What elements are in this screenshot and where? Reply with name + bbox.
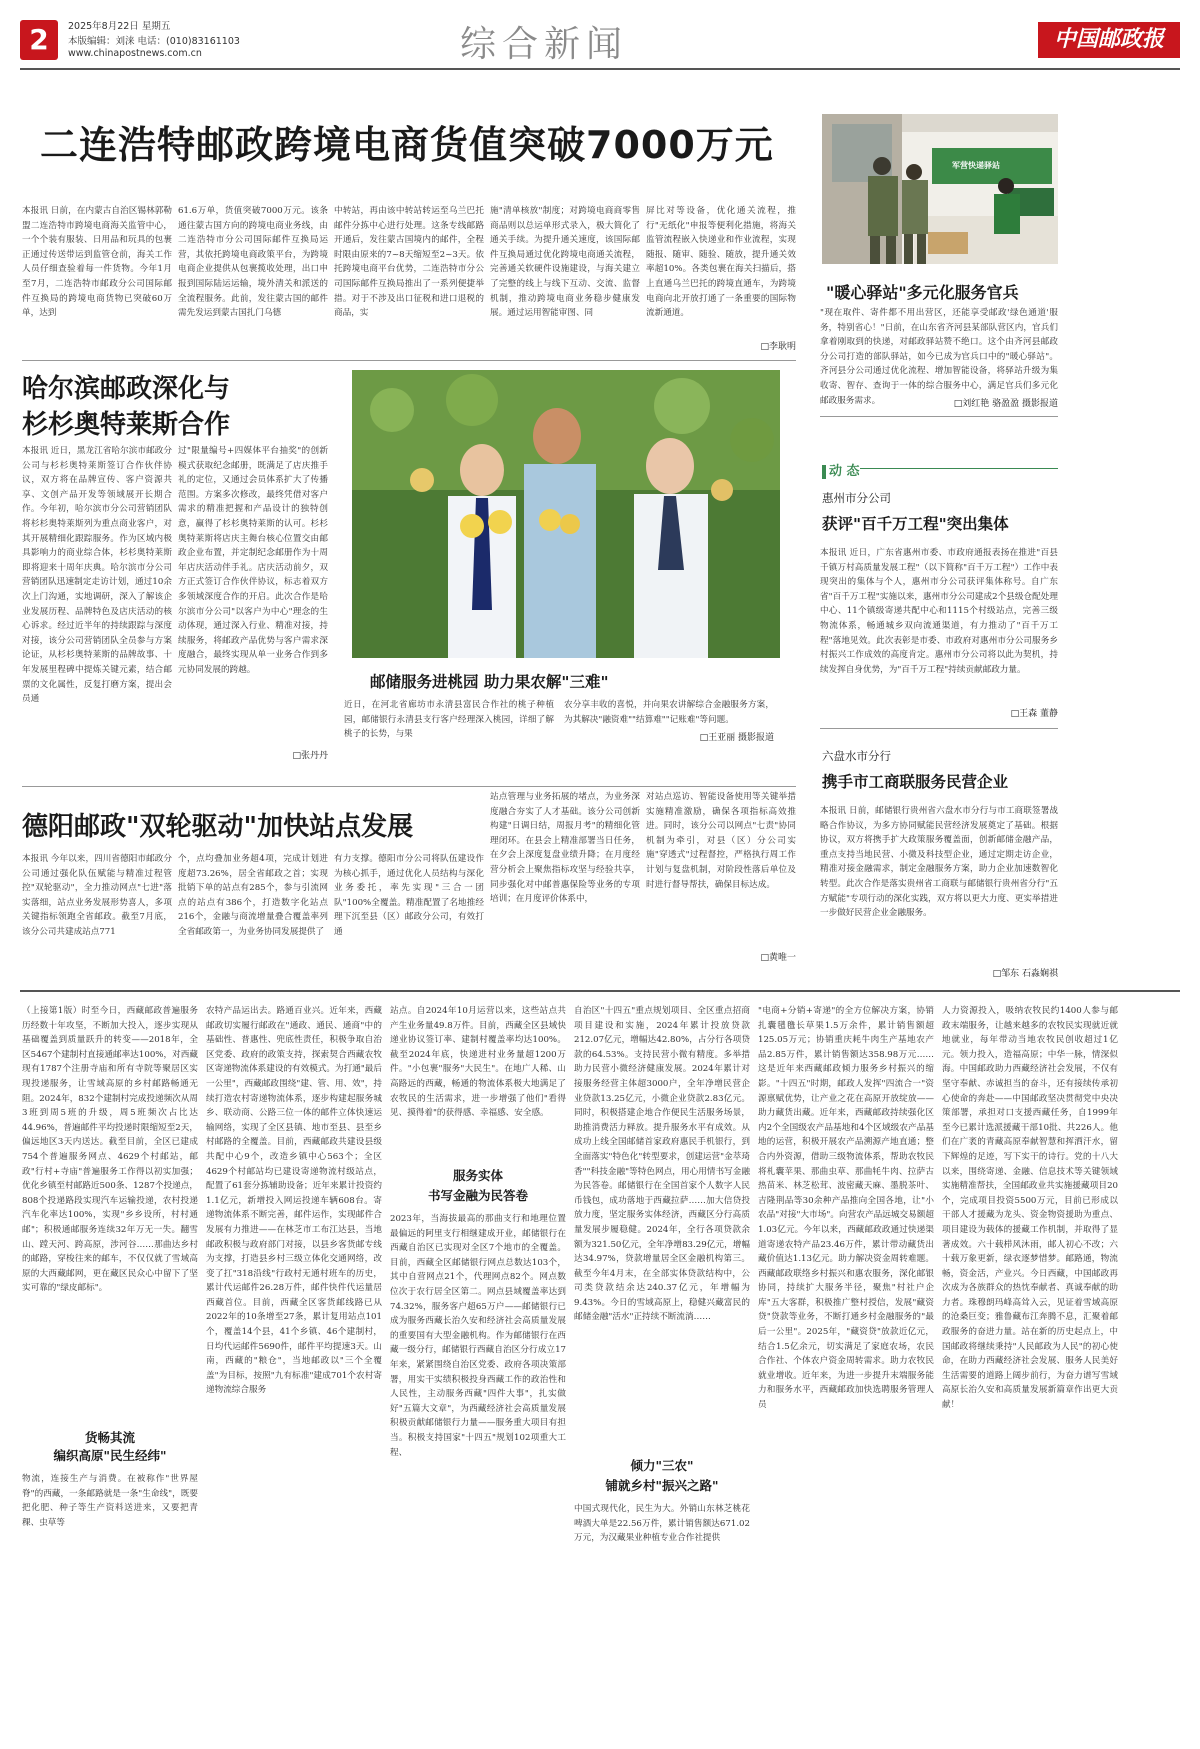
article1-title: 二连浩特邮政跨境电商货值突破7000万元 bbox=[40, 123, 774, 167]
article3-col1: 本报讯 今年以来，四川省德阳市邮政分公司通过强化队伍赋能与精准过程管控"双轮驱动"，全力推动网点"七进"落实落细，站点业务发展形势喜人，多项关键指标领跑全省邮政。截至7月底，该分公司共建成站点771 bbox=[22, 854, 172, 937]
article1-col3: 中转站，再由该中转站转运至乌兰巴托邮件分拣中心进行处理。这条专线邮路开通后，发往蒙古国境内的邮件，全程时限由原来的7~8天缩短至2~3天。依托跨境电商平台优势，二连浩特市分公司国际邮件互换局推出了一系列便捷举措。对于不涉及出口征税和进口退税的商品，实 bbox=[334, 206, 484, 319]
peach-col1: 近日，在河北省廊坊市永清县富民合作社的桃子种植园，邮储银行永清县支行客户经理深入桃园，详细了解桃子的长势，与果 bbox=[344, 700, 554, 740]
station-sign: 军营快递驿站 bbox=[952, 161, 1000, 170]
lower-col3-sub2: 书写金融为民答卷 bbox=[427, 1188, 528, 1203]
peach-col2: 农分享丰收的喜悦，并向果农讲解综合金融服务方案，为其解决"融资难""结算难""记账难"等问题。 bbox=[564, 700, 774, 725]
lower-col6: 人力资源投入，吸纳农牧民约1400人参与邮政末端服务，让越来越多的农牧民实现就近就地就业，每年带动当地农牧民创收超过1亿元。领力投入，造福高原；中华一脉，情深似海。中国邮政助力西藏经济社会发展，不仅有坚守奉献、赤诚担当的奋斗，还有接续传承初心使命的奔赴——中国邮政坚决贯彻党中央决策部署，承担对口支援西藏任务，自1999年至今已累计选派援藏干部10批、共226人。他们在广袤的青藏高原奉献智慧和挥洒汗水，留下辉煌的足迹，写下实干的诗行。党的十八大以来，围绕寄递、金融、信息技术等关键领域实施精准帮扶，全国邮政业共实施援藏项目20个，完成项目投资5500万元，目前已形成以干部人才援藏为龙头、资金物资援助为重点、项目建设为载体的援藏工作机制，并取得了显著成效。六十载栉风沐雨，邮人初心不改；六十载万象更新，绿衣逐梦惜梦。邮路通，物流畅，资金活，产业兴。今日西藏，中国邮政再次成为各族群众的热忱奉献者、真诚奉献的助力者。珠穆朗玛峰高耸入云，见证着雪域高原的沧桑巨变；雅鲁藏布江奔腾不息，汇聚着邮政服务的奋进力量。站在新的历史起点上，中国邮政将继续秉持"人民邮政为人民"的初心使命，在助力西藏经济社会发展、服务人民美好生活需要的道路上阔步前行，为奋力谱写雪域高原长治久安和高质量发展新篇章作出更大贡献！ bbox=[942, 1006, 1118, 1411]
article1-byline: □李耿明 bbox=[760, 342, 796, 352]
section-title: 综合新闻 bbox=[460, 24, 629, 65]
military-station-photo bbox=[822, 114, 1058, 264]
lower-col4b: 中国式现代化，民生为大。外销山东林芝桃花啤酒大单是22.56万件，累计销售额达671.02万元，为汉藏果业种植专业合作社提供 bbox=[574, 1504, 750, 1544]
lower-col1-sub2: 编织高原"民生经纬" bbox=[53, 1448, 167, 1463]
dynamic-a1-title: 获评"百千万工程"突出集体 bbox=[822, 515, 1009, 533]
article1-col2: 61.6万单，货值突破7000万元。该条通往蒙古国方向的跨境电商业务线，由二连浩特市分公司国际邮件互换局运营，其依托跨境电商政策平台，为跨境电商企业提供从包裹揽收处理，出口申报到国际陆运运输，境外清关和派送的全流程服务。此前，发往蒙古国的邮件需先发运到蒙古国扎门乌德 bbox=[178, 206, 328, 319]
article3-col5: 对站点巡访、智能设备使用等关键举措实施精准激励，确保各项指标高效推进。同时，该分公司以网点"七责"协同机制为牵引，对县（区）分公司实施"穿透式"过程督控，严格执行周工作计划与复盘机制，对阶段性落后单位及时进行督导帮扶，确保目标达成。 bbox=[646, 792, 796, 890]
article3-col3: 有力支撑。德阳市分公司将队伍建设作为核心抓手，通过优化人员结构与深化业务委托，率先实现"三合一团队"100%全覆盖。精准配置了名地推经理下沉至县（区）邮政分公司，有效打通 bbox=[334, 854, 484, 937]
website: www.chinapostnews.com.cn bbox=[68, 48, 202, 59]
article2-col2: 过"限量编号+四媒体平台抽奖"的创新模式获取纪念邮册，既满足了店庆推手礼的定位，又通过会员体系扩大了传播范围。方案多次修改，最终凭借对客户需求的精准把握和产品设计的独特创意，赢得了杉杉奥特莱斯的认可。杉杉奥特莱斯将店庆主舞台核心位置交由邮政企业布置，并定制纪念邮册作为十周年店庆活动伴手礼。店庆活动前夕，双方正式签订合作伙伴协议，标志着双方多领域深度合作的开启。此次合作是哈尔滨市分公司"以客户为中心"理念的生动体现，通过深入行业、精准对接，持续服务，将邮政产品优势与客户需求深度融合，最终实现从单一业务合作到多元协同发展的跨越。 bbox=[178, 446, 328, 675]
dynamic-a2-text: 本报讯 日前，邮储银行贵州省六盘水市分行与市工商联签署战略合作协议，为多方协同赋能民营经济发展奠定了基础。根据协议，双方将携手扩大政策服务覆盖面，创新邮储金融产品，重点支持当地民营、小微及科技型企业，通过定期走访企业，精准对接金融需求，制定金融服务方案，助力企业加速数智化转型。此次合作是落实贵州省工商联与邮储银行贵州省分行"五方赋能"专项行动的深化实践，双方将以更大力度、更实举措进一步做好民营企业金融服务。 bbox=[820, 806, 1058, 919]
lower-col3b: 2023年，当海拔最高的那曲支行和地理位置最偏远的阿里支行相继建成开业，邮储银行在西藏自治区已实现对全区7个地市的全覆盖。目前，西藏全区邮储银行网点总数达103个，其中自营网点21个，代理网点82个。网点数位次于农行居全区第二。网点县域覆盖率达到74.32%，服务客户超65万户——邮储银行已成为服务西藏长治久安和经济社会高质量发展的重要国有大型金融机构。作为邮储银行在西藏一级分行，邮储银行西藏自治区分行成立17年来，紧紧围绕自治区党委、政府各项决策部署，用实干实绩积极投身西藏工作的政治性和人民性，主动服务西藏"四件大事"，扎实做好"五篇大文章"，为西藏经济社会高质量发展积极贡献邮储银行力量——服务重大项目有担当。积极支持国家"十四五"规划102项重大工程、 bbox=[390, 1214, 566, 1458]
article3-col4: 站点管理与业务拓展的堵点，为业务深度融合夯实了人才基础。该分公司创新构建"日调日结，周报月考"的精细化管理闭环。在县会上精准部署当日任务，在夕会上深度复盘业绩升降；在月度经营分析会上聚焦指标攻坚与经验共享，同步强化对中邮普惠保险等业务的专项培训；在月度评价体系中， bbox=[490, 792, 640, 905]
peach-title: 邮储服务进桃园 助力果农解"三难" bbox=[370, 673, 609, 691]
peach-orchard-photo bbox=[352, 370, 780, 658]
peach-byline: □王亚丽 摄影报道 bbox=[699, 733, 774, 743]
dynamic-section-label bbox=[822, 460, 860, 479]
issue-date: 2025年8月22日 星期五 bbox=[68, 21, 171, 32]
newspaper-logo: 中国邮政报 bbox=[1038, 22, 1180, 58]
dynamic-a2-byline: □邹东 石淼娴祺 bbox=[992, 969, 1058, 979]
right-top-text: "现在取件、寄件都不用出营区，还能享受邮政'绿色通道'服务，特别省心！"日前，在山东省齐河县某部队营区内，官兵们拿着刚取到的快递，对邮政驿站赞不绝口。这个由齐河县邮政分公司打造的部队驿站，如今已成为官兵口中的"暖心驿站"。齐河县分公司通过优化流程、增加智能设备，将驿站升级为集收寄、智存、查询于一体的综合服务中心，满足官兵们多元化邮政服务需求。 bbox=[820, 308, 1058, 406]
divider bbox=[820, 728, 1058, 729]
lower-col4-sub1: 倾力"三农" bbox=[630, 1458, 694, 1473]
lower-col1b: 物流，连接生产与消费。在被称作"世界屋脊"的西藏，一条邮路就是一条"生命线"，既要把化肥、种子等生产资料送进来，又要把青稞、虫草等 bbox=[22, 1474, 198, 1528]
article2-col1: 本报讯 近日，黑龙江省哈尔滨市邮政分公司与杉杉奥特莱斯签订合作伙伴协议，双方将在品牌宣传、客户资源共享、文创产品开发等领域展开长期合作。今年初，哈尔滨市分公司营销团队将杉杉奥特莱斯列为重点商业客户，对其开展精细化跟踪服务。作为区域内极具影响力的商业综合体，杉杉奥特莱斯即将迎来十周年庆典。哈尔滨市分公司营销团队迅速制定走访计划，通过10余次上门沟通，实地调研，深入了解该企业发展历程、品牌特色及店庆活动的核心诉求。经过近半年的持续跟踪与深度对接，该分公司营销团队全员参与方案论证，从杉杉奥特莱斯的品牌故事、十年发展里程碑中提炼关键元素，结合邮票的文化属性，反复打磨方案，提出会员通 bbox=[22, 446, 172, 705]
lower-col1: （上接第1版）时至今日，西藏邮政普遍服务历经数十年攻坚，不断加大投入，逐步实现从基础覆盖到质量跃升的转变——2018年，全区5467个建制村直接通邮率达100%，对西藏现有1787个注册寺庙和所有寺院等聚居区实现投递服务，让雪域高原的乡村邮路畅通无阻。2024年，832个建制村完成投递频次从周3班到周5班的升级，周5班频次占比达44.96%，普遍邮件平均投递时限缩短至2天，偏远地区3天内送达。截至目前，全区已建成754个普遍服务网点、4629个村邮站，邮政"行村+寺庙"普遍服务工作得以初实加强；优化乡镇至村邮路近500条、1287个投递点，808个投递路段实现汽车运输投递，农村投递汽车化率达100%，实现"乡乡设所，村村通邮"；积极通邮服务连续32年万无一失。翻雪山、蹚天河、跨高原，涉河谷……那曲达乡村的邮路，穿梭往来的邮车，不仅仅就了雪域高原的大西藏邮网，更在藏区民众心中留下了坚实可靠的"绿皮邮标"。 bbox=[22, 1006, 198, 1294]
dynamic-a2-title: 携手市工商联服务民营企业 bbox=[822, 773, 1009, 791]
orchard-photo-illustration bbox=[352, 370, 780, 658]
article2-title-line1: 哈尔滨邮政深化与 bbox=[22, 374, 231, 404]
article3-title: 德阳邮政"双轮驱动"加快站点发展 bbox=[22, 812, 414, 842]
masthead bbox=[20, 14, 1180, 66]
article1-col4: 施"清单核放"制度；对跨境电商商零售商品则以总运单形式录入，极大简化了通关手续。为提升通关速度，该国际邮件互换局通过优化跨境电商通关流程，完善通关软硬件设施建设，与海关建立了完整的线上与线下互动、交流、监督机制，推动跨境电商业务稳步健康发展。通过运用智能审图、同 bbox=[490, 206, 640, 319]
lower-col1-sub1: 货畅其流 bbox=[84, 1430, 135, 1445]
lower-col4-sub2: 铺就乡村"振兴之路" bbox=[605, 1478, 719, 1493]
dynamic-a1-kicker: 惠州市分公司 bbox=[822, 491, 891, 505]
right-top-byline: □刘红艳 骆盈盈 摄影报道 bbox=[953, 399, 1058, 409]
divider bbox=[820, 416, 1058, 417]
dynamic-a1-text: 本报讯 近日，广东省惠州市委、市政府通报表扬在推进"百县千镇万村高质量发展工程"（以下简称"百千万工程"）工作中表现突出的集体与个人，惠州市分公司获评集体称号。自广东省"百千万工程"实施以来，惠州市分公司建成2个县级仓配处理中心、11个镇级寄递共配中心和1115个村级站点，完善三级物流体系，畅通城乡双向流通渠道，有力推动了"百千万工程"落地见效。此次表彰是市委、市政府对惠州市分公司服务乡村振兴工作成效的高度肯定。惠州市分公司将以此为契机，持续发挥自身优势，为"百千万工程"持续贡献邮政力量。 bbox=[820, 548, 1058, 675]
article2-byline: □张丹丹 bbox=[292, 751, 328, 761]
article3-col2: 个，点均叠加业务超4项，完成计划进度超73.26%，居全省邮政之首；实现批销下单的站点有285个，参与引流网点的站点有386个，打造数字化站点216个，金融与商流增量叠合覆盖率列全省邮政第一，为业务协同发展提供了 bbox=[178, 854, 328, 937]
divider bbox=[22, 786, 796, 787]
section-marker bbox=[822, 465, 826, 479]
lower-col3-sub1: 服务实体 bbox=[452, 1168, 503, 1183]
dynamic-a1-byline: □王森 董静 bbox=[1010, 709, 1058, 719]
lower-col2: 农特产品运出去。路通百业兴。近年来，西藏邮政切实履行邮政在"通政、通民、通商"中的基础性、普惠性、兜底性责任，积极争取自治区党委、政府的政策支持，探索契合西藏农牧区寄递物流体系建设的有效模式。为打通"最后一公里"，西藏邮政围绕"建、管、用、效"，持续打造农村寄递物流体系，逐步构建起服务城乡、联动商、公路三位一体的邮件立体快速运输网络，实现了全区县镇、地市至县、县至乡村邮路的全覆盖。目前，西藏邮政共建设县级共配中心9个，改造乡镇中心563个；全区4629个村邮站均已建设寄递物流村级站点，配置了61套分拣辅助设备；近年来累计投资约1.1亿元，新增投入网运投递车辆608台。寄递物流体系不断完善，邮件运作，实现邮件合发展有力推进——在林芝市工布江达县，当地邮政积极与政府部门对接，以县乡客货邮专线为支撑，打造县乡村三级立体化交通网络，改变了扛"318沿线"行政村无通村班车的历史，累计代运邮件26.28万件，邮件快件代运量居西藏首位。目前，西藏全区客货邮线路已从2022年的10条增至27条，累计复用站点101个，覆盖14个县，41个乡镇、46个建制村，日均代运邮件5690件，邮件平均提速3天。山南，西藏的"粮仓"，当地邮政以"三个全覆盖"为目标，按照"九有标准"建成701个农村寄递物流综合服务 bbox=[206, 1006, 382, 1396]
divider bbox=[860, 468, 1058, 469]
masthead-rule bbox=[20, 68, 1180, 70]
article2-title-line2: 杉杉奥特莱斯合作 bbox=[22, 410, 231, 440]
article1-col5: 屏比对等设备，优化通关流程，推行"无纸化"申报等便利化措施，将海关监管流程嵌入快递业和作业流程，实现随报、随审、随验、随放，提升通关效率超10%。各类包裹在海关扫描后，搭上直通乌兰巴托的跨境直通车，为跨境电商向北开放打通了一条重要的国际物流新通道。 bbox=[646, 206, 796, 319]
lower-col3: 站点。自2024年10月运营以来，这些站点共产生业务量49.8万件。目前，西藏全区县域快递业协议签订率、建制村覆盖率均达100%。截至2024年底，快递进村业务量超1200万件。"小包裹"服务"大民生"。在地广人稀、山高路远的西藏，畅通的物流体系极大地满足了农牧民的生活需求，进一步增强了他们"看得见、摸得着"的获得感、幸福感、安全感。 bbox=[390, 1006, 566, 1119]
editor-info: 本版编辑：刘涞 电话：(010)83161103 bbox=[68, 36, 240, 47]
divider bbox=[22, 360, 796, 361]
lower-col4: 自治区"十四五"重点规划项目、全区重点招商项目建设和实施，2024年累计投放贷款212.07亿元，增幅达42.80%，占分行各项贷款的64.53%。支持民营小微有精度。多举措助力民营小微经济健康发展。2024年累计对接服务经营主体超3000户，全年净增民营企业贷款13.25亿元，小微企业贷款2.83亿元。同时，积极搭建企地合作便民生活服务场景，助推消费活力释放。提升服务水平有成效。从成功上线全国邮储首家政府惠民手机银行，到全面落实"特色化"转型要求，创建运营"金萃琦香""科技金融"等特色网点，用心用情书写金融为民答卷。邮储银行在全国首家个人数字人民币钱包，成功落地于西藏拉萨……加大信贷投放力度，坚定服务实体经济，西藏区分行高质量发展步履稳健。2024年，全行各项贷款余额为321.50亿元，全年净增83.29亿元，增幅达34.97%，贷款增量居全区金融机构第三。截至今年4月末，在全部实体贷款结构中，公司类贷款结余达240.37亿元，年增幅为9.43%。今日的雪域高原上，稳健兴藏富民的邮储金融"活水"正持续不断流淌…… bbox=[574, 1006, 750, 1323]
article3-byline: □黄唯一 bbox=[760, 953, 796, 963]
station-photo-illustration bbox=[822, 114, 1058, 264]
article1-col1: 本报讯 日前，在内蒙古自治区锡林郭勒盟二连浩特市跨境电商海关监管中心，一个个装有服装、日用品和玩具的包裹正通过传送带运到监管仓前，海关工作人员仔细查验着每一件货物。今年1月至7月，二连浩特市邮政分公司国际邮件互换局的跨境电商货物已突破60万单，达到 bbox=[22, 206, 172, 319]
dynamic-a2-kicker: 六盘水市分行 bbox=[822, 749, 891, 763]
dynamic-label: 动 态 bbox=[829, 464, 860, 479]
right-top-title: "暖心驿站"多元化服务官兵 bbox=[826, 283, 1019, 302]
lower-col5: "电商+分销+寄递"的全方位解决方案，协销扎囊氆氇长草果1.5万余件，累计销售额超125.05万元；协销重庆耗牛肉生产基地农产品2.85万件，累计销售额达358.98万元……这是近年来西藏邮政倾力服务乡村振兴的缩影。"十四五"时期，邮政人发挥"四流合一"资源禀赋优势，让产业之花在高原开放绽放——助力藏货出藏。近年来，西藏邮政持续强化区内2个全国级农产品基地和4个区域级农产品基地的运营，积极开展农产品溯源产地直通；整合内外资源，借助三级物流体系，帮助农牧民将札囊苹果、那曲虫草、那曲牦牛肉、拉萨古热苗米、林芝松茸、波密藏天麻、墨脱茶叶、吉隆荆品等30余种产品推向全国各地，让"小农品"对接"大市场"。向营农产品远城交易额超1.03亿元。今年以来，西藏邮政政通过快递渠道寄递农特产品23.46万件，累计带动藏货出藏价值达1.13亿元。助力解决资金周转难题。西藏邮政联络乡村振兴和惠农服务，深化邮银协同，持续扩大服务半径，聚焦"村社户企库"五大客群，积极推广整村授信，发展"藏资贷"贷款等业务，不断打通乡村金融服务的"最后一公里"。2025年，"藏资贷"放款近亿元，结合1.5亿余元，切实满足了家庭农场，农民合作社、个体农户资金周转需求。助力农牧民就业增收。近年来，为进一步提升末端服务能力和服务水平，西藏邮政加快选聘服务管理人员 bbox=[758, 1006, 934, 1411]
page-number: 2 bbox=[20, 20, 58, 60]
section-divider bbox=[20, 990, 1180, 992]
